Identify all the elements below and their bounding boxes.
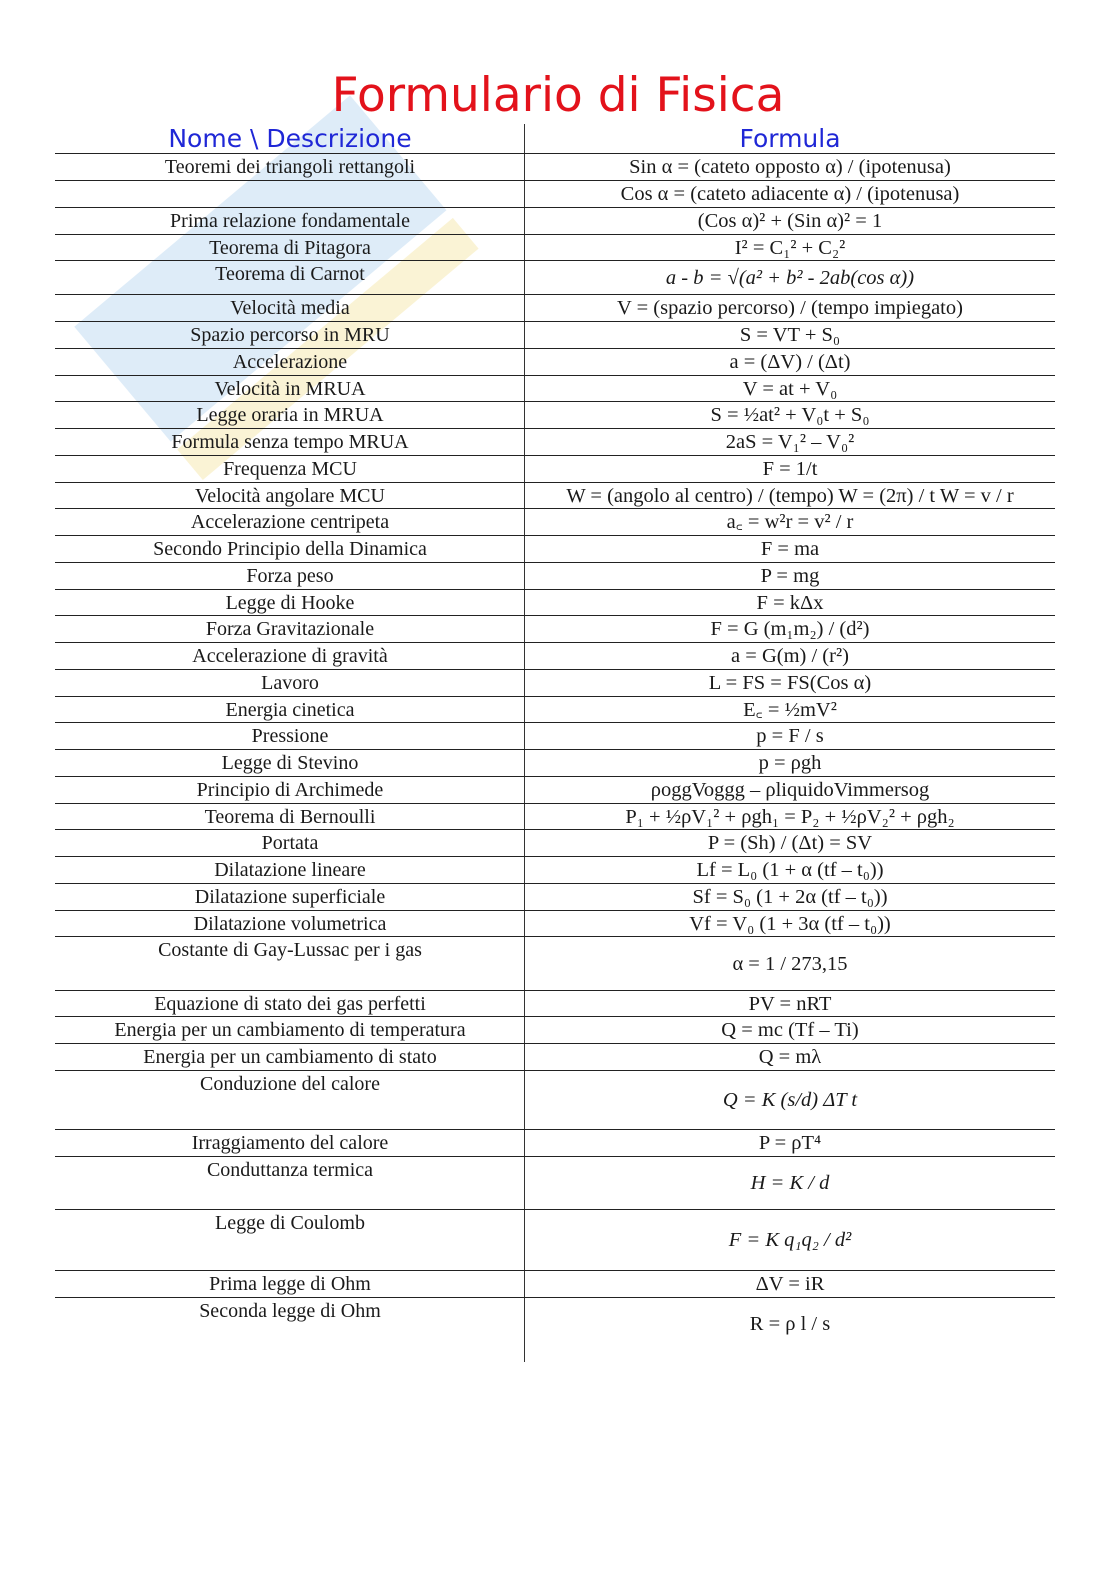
formula-text: a = (ΔV) / (Δt) (729, 351, 851, 373)
table-row (55, 321, 1055, 348)
formula-text: S = VT + S₀ (739, 324, 841, 346)
formula-text: Q = mλ (758, 1046, 822, 1068)
formula-text: F = ma (760, 538, 820, 560)
table-row (55, 1129, 1055, 1156)
row-formula (525, 884, 1055, 910)
row-name: Velocità angolare MCU (195, 485, 385, 507)
row-formula (525, 1271, 1055, 1297)
table-row (55, 234, 1055, 260)
row-formula (525, 697, 1055, 722)
table-row (55, 562, 1055, 589)
row-formula (525, 670, 1055, 696)
row-name: Seconda legge di Ohm (199, 1300, 381, 1322)
row-name: Teorema di Carnot (215, 263, 365, 285)
row-name: Dilatazione lineare (214, 859, 366, 881)
row-name: Formula senza tempo MRUA (171, 431, 409, 453)
formula-text: P = mg (760, 565, 820, 587)
formula-text: Sf = S₀ (1 + 2α (tf – t₀)) (692, 886, 888, 908)
document-title: Formulario di Fisica (331, 68, 785, 123)
formula-table (55, 153, 1055, 1350)
row-name: Energia per un cambiamento di temperatura (114, 1019, 466, 1041)
row-formula (525, 643, 1055, 669)
row-formula (525, 181, 1055, 207)
table-row (55, 375, 1055, 401)
row-formula (525, 261, 1055, 294)
formula-text: p = F / s (756, 725, 824, 747)
table-row (55, 180, 1055, 207)
row-formula (525, 1017, 1055, 1043)
table-row (55, 696, 1055, 722)
row-formula (525, 154, 1055, 180)
formula-text: P₁ + ½ρV₁² + ρgh₁ = P₂ + ½ρV₂² + ρgh₂ (625, 805, 955, 828)
table-row (55, 535, 1055, 562)
row-formula (525, 322, 1055, 348)
formula-text: E꜀ = ½mV² (743, 698, 837, 721)
row-name: Teorema di Bernoulli (204, 806, 376, 828)
table-row (55, 642, 1055, 669)
table-row (55, 1270, 1055, 1297)
header-name: Nome \ Descrizione (168, 124, 412, 153)
row-name: Forza peso (246, 565, 334, 587)
table-row (55, 1043, 1055, 1070)
row-formula (525, 804, 1055, 829)
table-row (55, 153, 1055, 180)
formula-text: Q = K (s/d) ΔT t (722, 1089, 858, 1111)
row-formula (525, 483, 1055, 508)
row-name: Portata (261, 832, 319, 854)
row-formula (525, 723, 1055, 749)
row-formula (525, 937, 1055, 990)
formula-text: ρoggVoggg – ρliquidoVimmersog (650, 779, 930, 801)
formula-text: Lf = L₀ (1 + α (tf – t₀)) (696, 859, 884, 881)
row-formula (525, 509, 1055, 535)
table-row (55, 856, 1055, 883)
row-formula (525, 376, 1055, 401)
row-formula (525, 349, 1055, 375)
row-name: Energia cinetica (225, 699, 355, 721)
formula-text: P = ρT⁴ (758, 1132, 822, 1154)
row-formula (525, 911, 1055, 936)
row-formula (525, 1157, 1055, 1209)
row-formula (525, 208, 1055, 234)
formula-text: Sin α = (cateto opposto α) / (ipotenusa) (629, 156, 951, 178)
row-name: Accelerazione centripeta (190, 511, 390, 533)
table-row (55, 589, 1055, 615)
table-row (55, 455, 1055, 482)
row-name: Forza Gravitazionale (205, 618, 375, 640)
row-name: Accelerazione di gravità (192, 645, 388, 667)
formula-text: Cos α = (cateto adiacente α) / (ipotenusa) (620, 183, 960, 205)
row-name: Accelerazione (232, 351, 348, 373)
formula-text: S = ½at² + V₀t + S₀ (710, 404, 870, 426)
formula-text: Vf = V₀ (1 + 3α (tf – t₀)) (689, 912, 891, 935)
row-name: Legge di Coulomb (215, 1212, 365, 1234)
table-row (55, 1016, 1055, 1043)
row-formula (525, 750, 1055, 776)
formula-text: Q = mc (Tf – Ti) (721, 1019, 859, 1041)
row-name: Prima legge di Ohm (209, 1273, 371, 1295)
header-formula: Formula (739, 124, 841, 153)
row-formula (525, 429, 1055, 455)
row-name: Legge oraria in MRUA (196, 404, 384, 426)
row-formula (525, 991, 1055, 1016)
table-row (55, 1297, 1055, 1350)
row-name: Dilatazione volumetrica (193, 913, 387, 935)
formula-text: V = (spazio percorso) / (tempo impiegato) (617, 297, 963, 319)
table-row (55, 1070, 1055, 1129)
row-name: Legge di Hooke (225, 592, 355, 614)
row-name: Dilatazione superficiale (194, 886, 386, 908)
formula-text: P = (Sh) / (Δt) = SV (707, 832, 873, 854)
row-name: Pressione (251, 725, 329, 747)
formula-text: V = at + V₀ (742, 377, 838, 400)
row-formula (525, 590, 1055, 615)
table-row (55, 401, 1055, 428)
formula-text: a꜀ = w²r = v² / r (726, 511, 854, 533)
row-name: Spazio percorso in MRU (190, 324, 390, 346)
row-formula (525, 1210, 1055, 1270)
row-name: Teorema di Pitagora (209, 237, 371, 259)
row-name: Conduttanza termica (206, 1159, 374, 1181)
formula-text: F = 1/t (762, 458, 818, 480)
row-formula (525, 857, 1055, 883)
formula-text: p = ρgh (758, 752, 822, 774)
formula-text: R = ρ l / s (749, 1313, 831, 1335)
row-name: Velocità media (230, 297, 350, 319)
row-name: Energia per un cambiamento di stato (143, 1046, 437, 1068)
table-row (55, 1209, 1055, 1270)
row-formula (525, 402, 1055, 428)
formula-text: ΔV = iR (755, 1273, 825, 1295)
table-row (55, 669, 1055, 696)
row-name: Costante di Gay-Lussac per i gas (158, 939, 422, 961)
table-row (55, 776, 1055, 803)
formula-text: F = G (m₁m₂) / (d²) (710, 618, 870, 640)
table-row (55, 428, 1055, 455)
row-name: Velocità in MRUA (214, 378, 366, 400)
row-name: Equazione di stato dei gas perfetti (154, 993, 426, 1015)
table-row (55, 722, 1055, 749)
formula-text: 2aS = V₁² – V₀² (725, 431, 855, 453)
row-name: Teoremi dei triangoli rettangoli (164, 156, 416, 178)
row-formula (525, 1130, 1055, 1156)
table-row (55, 508, 1055, 535)
table-row (55, 749, 1055, 776)
formula-text: a - b = √(a² + b² - 2ab(cos α)) (665, 266, 915, 289)
formula-text: W = (angolo al centro) / (tempo) W = (2π) / t W = v / r (566, 484, 1014, 507)
table-row (55, 883, 1055, 910)
formula-text: F = K q₁q₂ / d² (728, 1229, 852, 1251)
row-name: Lavoro (261, 672, 319, 694)
row-name: Frequenza MCU (223, 458, 357, 480)
row-name: Conduzione del calore (200, 1073, 380, 1095)
formula-text: α = 1 / 273,15 (732, 952, 848, 975)
formula-text: H = K / d (750, 1172, 830, 1194)
formula-text: PV = nRT (748, 992, 832, 1015)
row-formula (525, 616, 1055, 642)
table-row (55, 1156, 1055, 1209)
formula-text: F = kΔx (756, 591, 824, 614)
formula-text: (Cos α)² + (Sin α)² = 1 (697, 210, 883, 232)
table-row (55, 348, 1055, 375)
row-name: Principio di Archimede (196, 779, 384, 801)
row-name: Irraggiamento del calore (191, 1132, 389, 1154)
table-row (55, 910, 1055, 936)
formula-text: I² = C₁² + C₂² (734, 236, 846, 259)
row-formula (525, 563, 1055, 589)
formula-text: L = FS = FS(Cos α) (708, 672, 872, 694)
formula-text: a = G(m) / (r²) (731, 645, 849, 667)
table-row (55, 615, 1055, 642)
row-formula (525, 830, 1055, 856)
row-name: Secondo Principio della Dinamica (153, 538, 427, 560)
table-row (55, 207, 1055, 234)
table-row (55, 482, 1055, 508)
row-formula (525, 456, 1055, 482)
row-formula (525, 536, 1055, 562)
row-formula (525, 1044, 1055, 1070)
table-row (55, 260, 1055, 294)
row-formula (525, 777, 1055, 803)
row-formula (525, 295, 1055, 321)
row-formula (525, 235, 1055, 260)
row-formula (525, 1298, 1055, 1350)
table-row (55, 936, 1055, 990)
table-row (55, 294, 1055, 321)
table-row (55, 829, 1055, 856)
row-name: Legge di Stevino (221, 752, 359, 774)
row-name: Prima relazione fondamentale (170, 210, 410, 232)
table-header (55, 124, 1055, 156)
table-row (55, 803, 1055, 829)
row-formula (525, 1071, 1055, 1129)
table-row (55, 990, 1055, 1016)
